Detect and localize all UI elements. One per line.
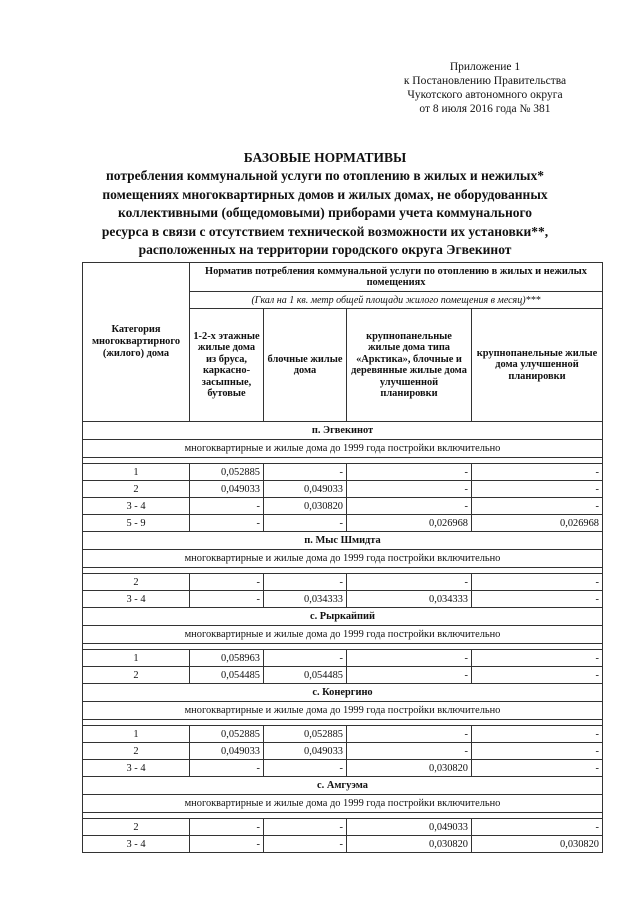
column-header: крупнопанельные жилые дома улучшенной планировки [472, 309, 603, 422]
category-cell: 2 [83, 481, 190, 498]
appendix-line: Чукотского автономного округа [407, 89, 563, 101]
value-cell: - [190, 760, 264, 777]
table-row [83, 481, 603, 498]
settlement-name: с. Конергино [83, 684, 603, 702]
norm-header: Норматив потребления коммунальной услуги по отоплению в жилых и нежилых помещениях [190, 263, 603, 292]
value-cell: - [190, 591, 264, 608]
table-body [83, 422, 603, 853]
title-line: помещениях многоквартирных домов и жилых домах, не оборудованных [102, 186, 548, 202]
value-cell: - [472, 667, 603, 684]
value-cell: - [472, 498, 603, 515]
value-cell: 0,049033 [264, 743, 347, 760]
section-subheader: многоквартирные и жилые дома до 1999 года постройки включительно [83, 702, 603, 720]
category-cell: 1 [83, 726, 190, 743]
value-cell: - [472, 819, 603, 836]
value-cell: 0,049033 [190, 481, 264, 498]
category-cell: 5 - 9 [83, 515, 190, 532]
value-cell: - [472, 726, 603, 743]
value-cell: - [190, 574, 264, 591]
value-cell: - [190, 515, 264, 532]
value-cell: 0,030820 [264, 498, 347, 515]
column-header: блочные жилые дома [264, 309, 347, 422]
value-cell: 0,034333 [264, 591, 347, 608]
appendix-line: к Постановлению Правительства [403, 75, 567, 87]
table-row [83, 760, 603, 777]
value-cell: - [347, 574, 472, 591]
value-cell: - [347, 498, 472, 515]
value-cell: - [190, 498, 264, 515]
category-cell: 1 [83, 464, 190, 481]
category-cell: 2 [83, 667, 190, 684]
value-cell: 0,026968 [347, 515, 472, 532]
value-cell: - [472, 650, 603, 667]
column-header: крупнопанельные жилые дома типа «Арктика», блочные и деревянные жилые дома улучшенной планировки [347, 309, 472, 422]
category-cell: 2 [83, 743, 190, 760]
appendix-line: от 8 июля 2016 года № 381 [419, 103, 551, 115]
title-line: ресурса в связи с отсутствием технической возможности их установки**, [101, 223, 549, 239]
value-cell: 0,052885 [190, 464, 264, 481]
table-row [83, 667, 603, 684]
table-row [83, 464, 603, 481]
category-cell: 3 - 4 [83, 760, 190, 777]
value-cell: - [264, 836, 347, 853]
value-cell: 0,058963 [190, 650, 264, 667]
title-main: БАЗОВЫЕ НОРМАТИВЫ [243, 150, 407, 165]
table-row [83, 836, 603, 853]
value-cell: 0,052885 [190, 726, 264, 743]
category-cell: 2 [83, 819, 190, 836]
value-cell: - [472, 481, 603, 498]
value-cell: 0,054485 [190, 667, 264, 684]
value-cell: 0,049033 [190, 743, 264, 760]
category-header: Категория многоквартирного (жилого) дома [83, 263, 190, 422]
value-cell: 0,054485 [264, 667, 347, 684]
appendix-line: Приложение 1 [449, 61, 521, 73]
table-row [83, 726, 603, 743]
settlement-name: п. Эгвекинот [83, 422, 603, 440]
section-subheader: многоквартирные и жилые дома до 1999 года постройки включительно [83, 550, 603, 568]
value-cell: - [347, 481, 472, 498]
value-cell: 0,030820 [347, 760, 472, 777]
title-line: расположенных на территории городского округа Эгвекинот [138, 242, 512, 258]
value-cell: - [264, 760, 347, 777]
title-line: коллективными (общедомовыми) приборами учета коммунального [117, 205, 533, 221]
value-cell: 0,030820 [472, 836, 603, 853]
section-subheader: многоквартирные и жилые дома до 1999 года постройки включительно [83, 440, 603, 458]
appendix-note [360, 60, 610, 116]
value-cell: - [190, 819, 264, 836]
table-row [83, 591, 603, 608]
value-cell: - [347, 650, 472, 667]
category-cell: 1 [83, 650, 190, 667]
value-cell: - [472, 760, 603, 777]
value-cell: - [190, 836, 264, 853]
value-cell: 0,026968 [472, 515, 603, 532]
value-cell: - [347, 464, 472, 481]
value-cell: - [472, 591, 603, 608]
category-cell: 2 [83, 574, 190, 591]
value-cell: - [264, 650, 347, 667]
table-row [83, 650, 603, 667]
value-cell: 0,030820 [347, 836, 472, 853]
value-cell: - [264, 464, 347, 481]
value-cell: - [472, 574, 603, 591]
category-cell: 3 - 4 [83, 836, 190, 853]
norms-table [82, 262, 603, 853]
unit-header: (Гкал на 1 кв. метр общей площади жилого помещения в месяц)*** [190, 292, 603, 309]
value-cell: 0,049033 [347, 819, 472, 836]
settlement-name: с. Амгуэма [83, 777, 603, 795]
value-cell: 0,049033 [264, 481, 347, 498]
value-cell: - [347, 726, 472, 743]
title-line: потребления коммунальной услуги по отоплению в жилых и нежилых* [106, 168, 544, 183]
column-header: 1-2-х этажные жилые дома из бруса, каркасно-засыпные, бутовые [190, 309, 264, 422]
value-cell: - [264, 515, 347, 532]
category-cell: 3 - 4 [83, 498, 190, 515]
document-title [40, 149, 610, 260]
section-subheader: многоквартирные и жилые дома до 1999 года постройки включительно [83, 795, 603, 813]
category-cell: 3 - 4 [83, 591, 190, 608]
settlement-name: п. Мыс Шмидта [83, 532, 603, 550]
table-row [83, 515, 603, 532]
table-row [83, 498, 603, 515]
table-row [83, 743, 603, 760]
section-subheader: многоквартирные и жилые дома до 1999 года постройки включительно [83, 626, 603, 644]
value-cell: 0,052885 [264, 726, 347, 743]
table-row [83, 819, 603, 836]
settlement-name: с. Рыркайпий [83, 608, 603, 626]
value-cell: - [264, 574, 347, 591]
value-cell: - [472, 464, 603, 481]
value-cell: - [347, 743, 472, 760]
value-cell: 0,034333 [347, 591, 472, 608]
value-cell: - [347, 667, 472, 684]
table-row [83, 574, 603, 591]
value-cell: - [472, 743, 603, 760]
value-cell: - [264, 819, 347, 836]
